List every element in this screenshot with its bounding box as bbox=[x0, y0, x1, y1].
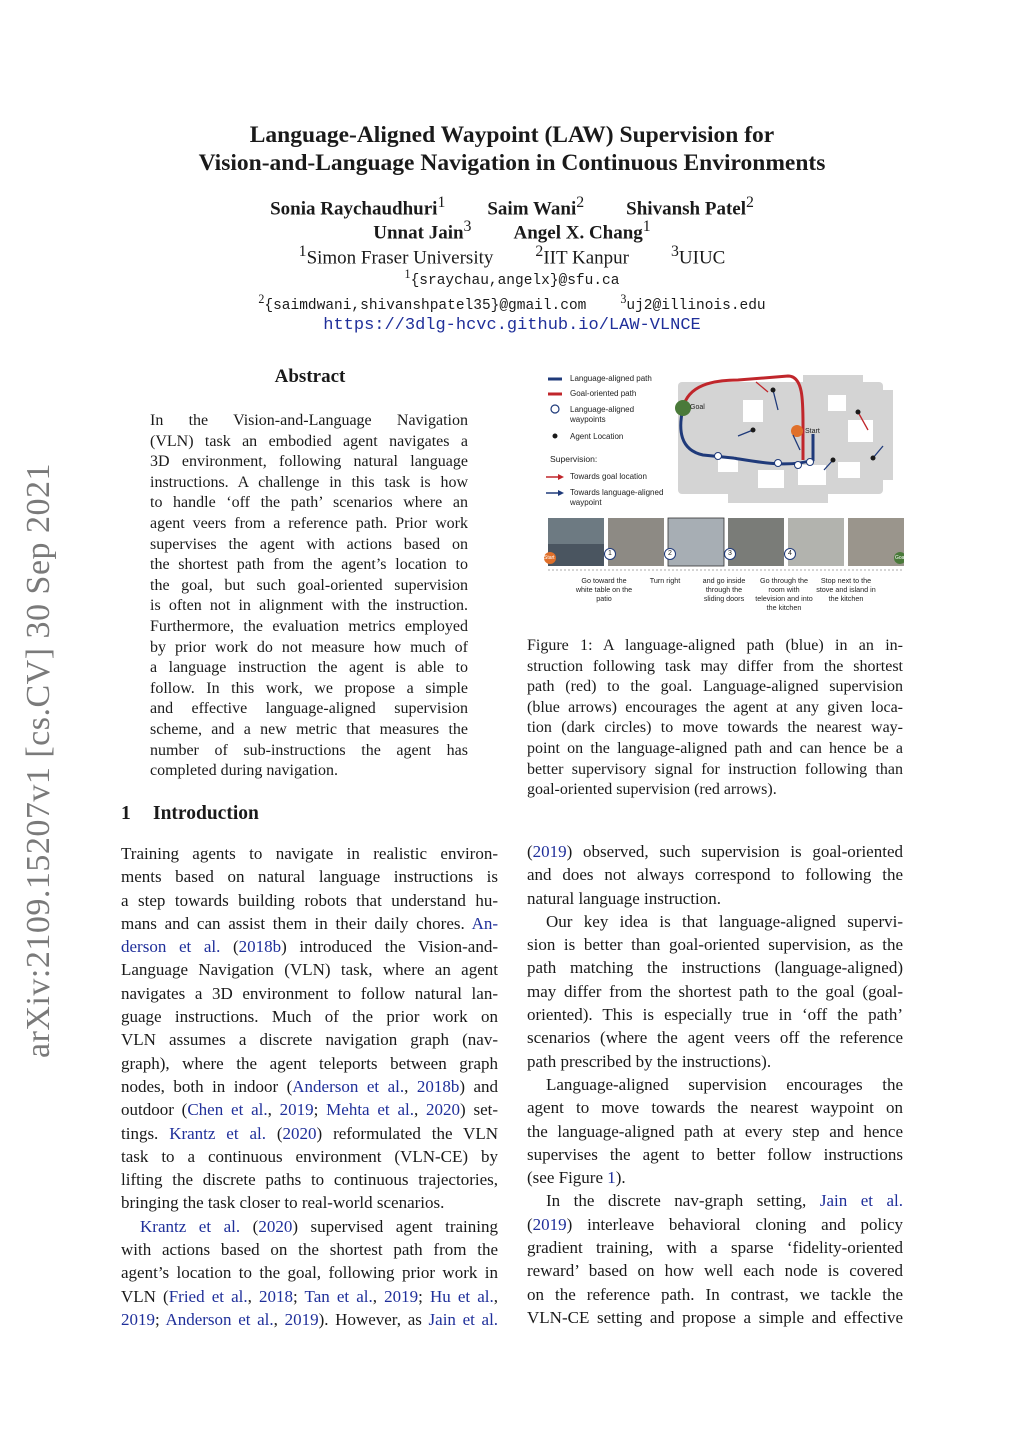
legend-label: Language-aligned path bbox=[570, 374, 652, 383]
legend-red-arrowhead-icon bbox=[558, 474, 564, 480]
citation-link[interactable]: 2019 bbox=[384, 1286, 419, 1306]
thumbnail-caption: Turn right bbox=[649, 576, 681, 585]
legend-label: Language-aligned waypoints bbox=[570, 405, 635, 424]
abstract-heading: Abstract bbox=[274, 366, 346, 387]
citation-link[interactable]: 2020 bbox=[282, 1123, 317, 1143]
citation-link[interactable]: Krantz et al. bbox=[169, 1123, 266, 1143]
citation-link[interactable]: Hu et al. bbox=[429, 1286, 494, 1306]
author-name: Shivansh Patel bbox=[626, 198, 747, 220]
thumbnail-number: 2 bbox=[668, 550, 672, 557]
map-label-goal: Goal bbox=[690, 404, 705, 411]
thumbnail-number: 4 bbox=[788, 550, 792, 557]
affiliations: $^1$Simon Fraser University $^2$IIT Kanpur $^3$UIUC bbox=[298, 243, 726, 269]
thumbnail-caption: Go toward the white table on the patio bbox=[575, 576, 633, 603]
author-list: Sonia Raychaudhuri$^1$ Saim Wani$^2$ Shivansh Patel$^2$ bbox=[270, 194, 754, 220]
citation-link[interactable]: Mehta et al. bbox=[326, 1100, 414, 1120]
thumbnail-start-badge: Start bbox=[544, 555, 555, 561]
thumbnail-image bbox=[728, 518, 784, 566]
author-name: Angel X. Chang bbox=[513, 222, 643, 244]
abstract-body: In the Vision-and-Language Navigation (VLN) task an embodied agent navigates a 3D environment, following natural language instructions. A challenge in this task is how to handle ‘off the path’ scenarios where an agent veers from a reference path. Prior work supervises the agent with actions based on the shortest path from the agent’s location to the goal, but such goal-oriented supervision is often not in alignment with the instruction. Furthermore, the evaluation metrics employed by prior work do not measure how much of a language instruction the agent is able to follow. In this work, we propose a simple and effective language-aligned supervision scheme, and a new metric that measures the number of sub-instructions the agent has completed during navigation. bbox=[150, 412, 468, 780]
legend-label: Agent Location bbox=[570, 432, 624, 441]
intro-left-column: Training agents to navigate in realistic environ- ments based on natural language instructions is a step towards building robots that understand hu- mans and can assist them in their daily chores. An- derson et al. (2018b) introduced the Vision-and- Language Navigation (VLN) task, where an agent navigates a 3D environment to follow natural lan- guage instructions. Much of the prior work on VLN assumes a discrete navigation graph (nav- graph), where the agent teleports between graph nodes, both in indoor (Anderson et al., 2018b) and outdoor (Chen et al., 2019; Mehta et al., 2020) set- tings. Krantz et al. (2020) reformulated the VLN task to a continuous environment (VLN-CE) by lifting the discrete paths to continuous trajectories, bringing the task closer to real-world scenarios. Krantz et al. (2020) supervised agent training with actions based on the shortest path from the agent’s location to the goal, following prior work in VLN (Fried et al., 2018; Tan et al., 2019; Hu et al., 2019; Anderson et al., 2019). However, as Jain et al. bbox=[121, 844, 499, 1329]
citation-link[interactable]: Chen et al. bbox=[187, 1100, 268, 1120]
citation-link[interactable]: Fried et al. bbox=[168, 1286, 248, 1306]
citation-link[interactable]: derson et al. bbox=[121, 937, 221, 957]
arxiv-stamp: arXiv:2109.15207v1 [cs.CV] 30 Sep 2021 bbox=[20, 462, 57, 1058]
legend-label: Supervision: bbox=[550, 454, 598, 464]
thumbnail-caption: and go inside through the sliding doors bbox=[702, 576, 746, 603]
citation-link[interactable]: Anderson et al. bbox=[165, 1309, 274, 1329]
thumbnail-image bbox=[548, 544, 604, 566]
citation-link[interactable]: 2019 bbox=[532, 842, 567, 861]
project-url[interactable]: https://3dlg-hcvc.github.io/LAW-VLNCE bbox=[323, 316, 701, 335]
thumbnail-strip bbox=[528, 514, 904, 574]
citation-link[interactable]: Jain et al. bbox=[428, 1309, 499, 1329]
thumbnail-number: 3 bbox=[728, 550, 732, 557]
legend-label: Goal-oriented path bbox=[570, 389, 637, 398]
goal-marker-icon bbox=[675, 400, 691, 416]
author-name: Sonia Raychaudhuri bbox=[270, 198, 438, 220]
thumbnail-image bbox=[788, 518, 844, 566]
citation-link[interactable]: Jain et al. bbox=[819, 1191, 904, 1211]
legend-label: Towards goal location bbox=[570, 472, 647, 481]
legend-agent-icon bbox=[553, 434, 558, 439]
email-line-2: $^2${saimdwani,shivanshpatel35}@gmail.com $^3$uj2@illinois.edu bbox=[258, 292, 766, 314]
thumbnail-caption: Stop next to the stove and island in the kitchen bbox=[816, 576, 876, 603]
legend-blue-arrowhead-icon bbox=[558, 490, 564, 496]
citation-link[interactable]: 2019 bbox=[532, 1214, 567, 1234]
section-heading-introduction: 1 Introduction bbox=[121, 803, 259, 824]
thumbnail-number: 1 bbox=[608, 550, 612, 557]
author-name: Unnat Jain bbox=[373, 222, 464, 244]
thumbnail-caption: Go through the room with television and into the kitchen bbox=[755, 576, 813, 612]
figure-1 bbox=[528, 370, 904, 618]
legend-waypoint-icon bbox=[551, 405, 559, 413]
thumbnail-image bbox=[608, 518, 664, 566]
intro-right-column: (2019) observed, such supervision is goal-oriented and does not always correspond to following the natural language instruction. Our key idea is that language-aligned supervi- sion is better than goal-oriented supervision, as the path matching the instructions (language-aligned) may differ from the shortest path to the goal (goal- oriented). This is especially true in ‘off the path’ scenarios (where the agent veers off the reference path prescribed by the instructions). Language-aligned supervision encourages the agent to move towards the nearest waypoint on the language-aligned path at every step and hence supervises the agent to better follow instructions (see Figure 1). In the discrete nav-graph setting, Jain et al. (2019) interleave behavioral cloning and policy gradient training, with a sparse ‘fidelity-oriented reward’ based on how well each node is covered on the reference path. In contrast, we tackle the VLN-CE setting and propose a simple and effective bbox=[527, 842, 904, 1327]
email-line-1: $^1${sraychau,angelx}@sfu.ca bbox=[404, 267, 620, 289]
legend-label: Towards language-aligned waypoint bbox=[570, 488, 664, 507]
citation-link[interactable]: 2020 bbox=[426, 1100, 461, 1120]
citation-link[interactable]: 2019 bbox=[284, 1309, 319, 1329]
figure-1-caption: Figure 1: A language-aligned path (blue) in an in- struction following task may differ from the shortest path (red) to the goal. Language-aligned supervision (blue arrows) encourages the agent at any given loca- tion (dark circles) to move towards the nearest way- point on the language-aligned path and can hence be a better supervisory signal for instruction following than goal-oriented supervision (red arrows). bbox=[527, 637, 903, 799]
figure-ref-link[interactable]: 1 bbox=[607, 1168, 616, 1188]
map-label-start: Start bbox=[805, 428, 820, 435]
thumbnail-image bbox=[668, 518, 724, 566]
citation-link[interactable]: 2018 bbox=[258, 1286, 293, 1306]
citation-link[interactable]: 2018b bbox=[416, 1076, 460, 1096]
thumbnail-goal-badge: Goal bbox=[895, 555, 906, 561]
citation-link[interactable]: Tan et al. bbox=[304, 1286, 373, 1306]
author-list-2: Unnat Jain$^3$ Angel X. Chang$^1$ bbox=[373, 218, 651, 244]
citation-link[interactable]: 2018b bbox=[238, 937, 282, 957]
author-name: Saim Wani bbox=[487, 198, 577, 220]
citation-link[interactable]: 2019 bbox=[121, 1309, 155, 1329]
citation-link[interactable]: An- bbox=[471, 913, 499, 933]
citation-link[interactable]: 2020 bbox=[258, 1216, 293, 1236]
citation-link[interactable]: Anderson et al. bbox=[292, 1076, 405, 1096]
citation-link[interactable]: Krantz et al. bbox=[140, 1216, 241, 1236]
paper-title: Language-Aligned Waypoint (LAW) Supervision for Vision-and-Language Navigation in Continuous Environments bbox=[198, 122, 826, 176]
citation-link[interactable]: 2019 bbox=[279, 1100, 314, 1120]
